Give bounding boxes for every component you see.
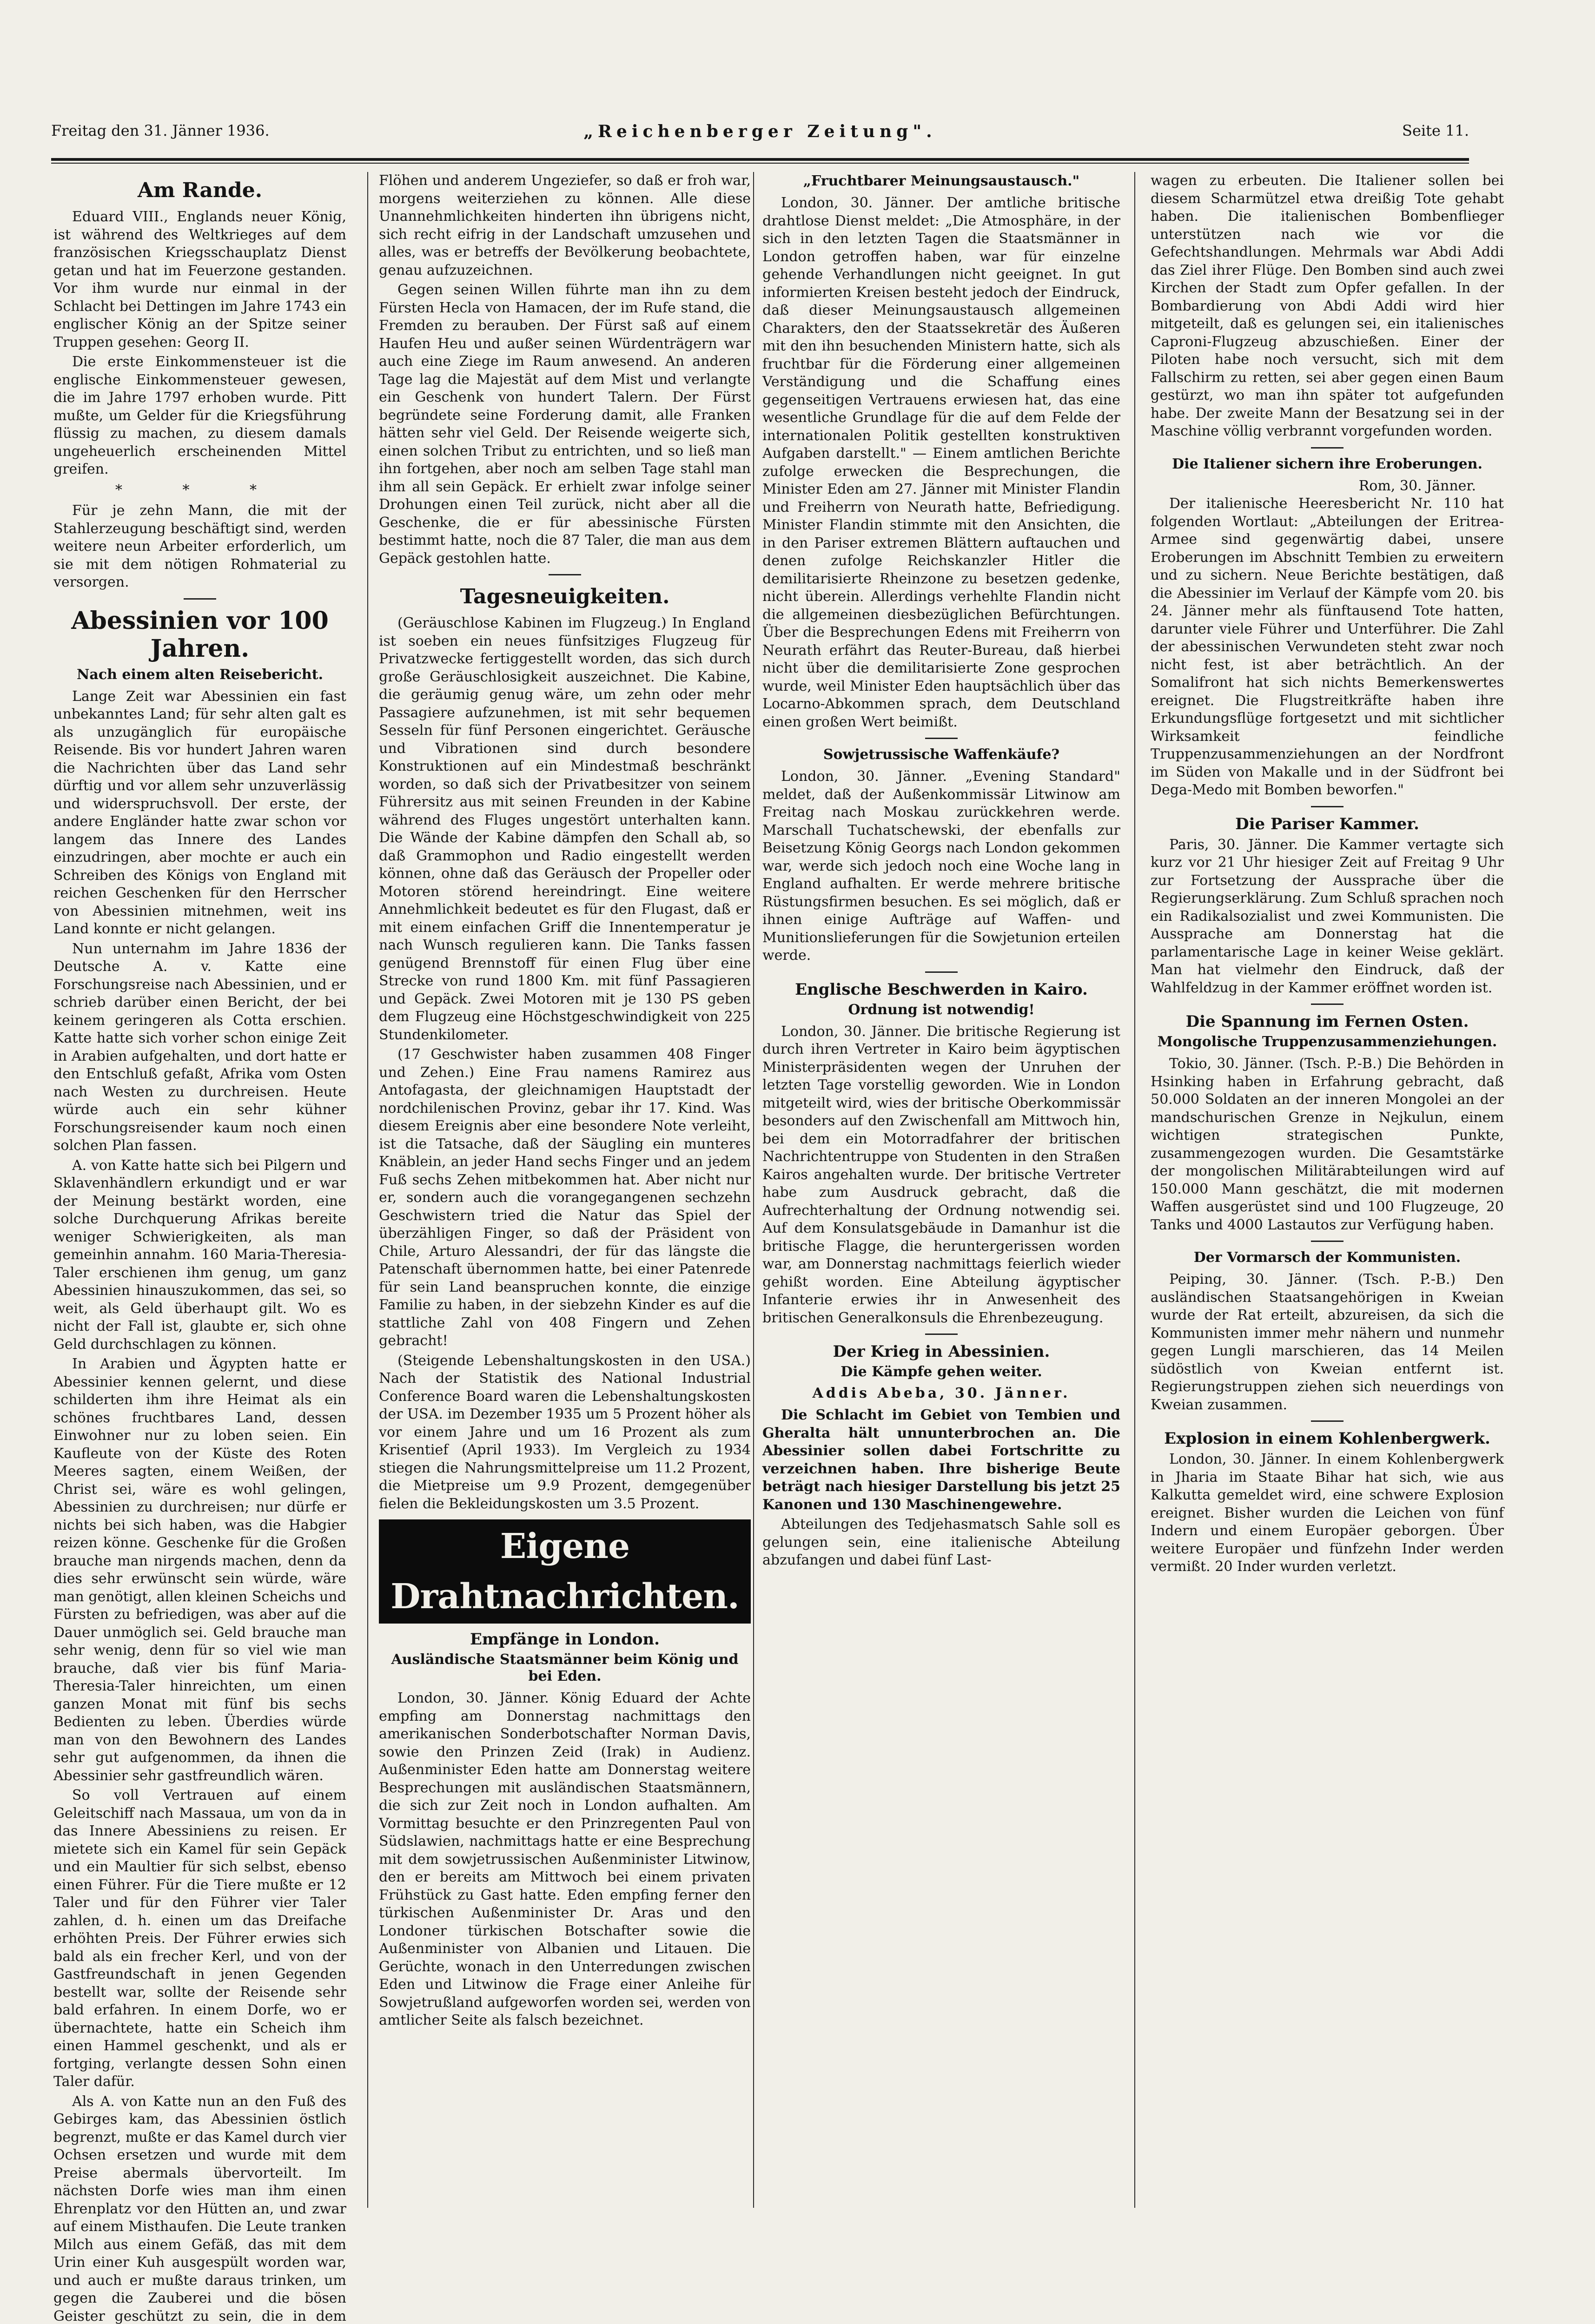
- header-rule: [51, 158, 1469, 161]
- paragraph: A. von Katte hatte sich bei Pilgern und Sklavenhändlern erkundigt und er war der Meinung bestärkt worden, eine solche Durchquerung Afrikas bereite weniger Schwierigkeiten, als man gemeinhin annahm. 160 Maria-Theresia-Taler erschienen ihm genug, um ganz Abessinien hinauszukommen, das sei, so weit, als Geld überhaupt gilt. Wo es nicht der Fall ist, glaubte er, sich ohne Geld durchschlagen zu können.: [53, 1157, 346, 1354]
- article-title: Die Spannung im Fernen Osten.: [1151, 1012, 1504, 1031]
- paragraph: Als A. von Katte nun an den Fuß des Gebirges kam, das Abessinien östlich begrenzt, mußte er das Kamel durch vier Ochsen ersetzen und wurde mit dem Preise abermals übervorteilt. Im nächsten Dorfe wies man ihm einen Ehrenplatz vor den Hütten an, und zwar auf einem Misthaufen. Die Leute tranken Milch aus einem Gefäß, das mit dem Urin einer Kuh ausgespült worden war, und auch er mußte daraus trinken, um gegen die Zauberei und die bösen Geister geschützt zu sein, die in dem: [53, 2093, 346, 2324]
- paragraph: Für je zehn Mann, die mit der Stahlerzeugung beschäftigt sind, werden weitere neun Arbeiter erforderlich, um sie mit dem nötigen Rohmaterial zu versorgen.: [53, 502, 346, 592]
- section-title-tagesneuigkeiten: Tagesneuigkeiten.: [379, 583, 751, 611]
- article-subtitle: Ordnung ist notwendig!: [762, 1002, 1120, 1018]
- paragraph: Eduard VIII., Englands neuer König, ist während des Weltkrieges auf dem französischen Kriegsschauplatz Dienst getan und hat im Feuerzone gestanden. Vor ihm wurde nur einmal in der Schlacht bei Dettingen im Jahre 1743 ein englischer König an der Spitze seiner Truppen gesehen: Georg II.: [53, 208, 346, 351]
- news-item: (Geräuschlose Kabinen im Flugzeug.) In England ist soeben ein neues fünfsitziges Flugzeug für Privatzwecke fertiggestellt worden, das sich durch große Geräuschlosigkeit auszeichnet. Die Kabine, die geräumig genug wäre, um zehn oder mehr Passagiere aufzunehmen, ist mit sehr bequemen Sesseln für fünf Personen eingerichtet. Geräusche und Vibrationen sind durch besondere Konstruktionen auf ein Mindestmaß beschränkt worden, so daß sich der Privatbesitzer von seinem Führersitz aus mit seinen Freunden in der Kabine während des Fluges ungestört unterhalten kann. Die Wände der Kabine dämpfen den Schall ab, so daß Grammophon und Radio eingestellt werden können, ohne daß das Geräusch der Propeller oder Motoren störend hereindringt. Eine weitere Annehmlichkeit bedeutet es für den Flugast, daß er mit einem einfachen Griff die Innentemperatur je nach Wunsch regulieren kann. Die Tanks fassen genügend Brennstoff für einen Flug über eine Strecke von rund 1800 Km. mit fünf Passagieren und Gepäck. Zwei Motoren mit je 130 PS geben dem Flugzeug eine Höchstgeschwindigkeit von 225 Stundenkilometer.: [379, 614, 751, 1044]
- column-divider: [367, 172, 368, 2208]
- masthead: [51, 122, 1469, 150]
- article-title: „Fruchtbarer Meinungsaustausch.": [762, 173, 1120, 190]
- separator-rule: [925, 1334, 958, 1335]
- separator-rule: [184, 598, 216, 600]
- column-4: [1151, 172, 1504, 1578]
- separator-rule: [925, 738, 958, 739]
- article-title: Englische Beschwerden in Kairo.: [762, 980, 1120, 999]
- article-title: Empfänge in London.: [379, 1630, 751, 1649]
- paragraph: wagen zu erbeuten. Die Italiener sollen bei diesem Scharmützel etwa dreißig Tote gehabt haben. Die italienischen Bombenflieger unterstützen nach wie vor die Gefechtshandlungen. Mehrmals war Abdi Addi das Ziel ihrer Flüge. Den Bomben sind auch zwei Kirchen der Stadt zum Opfer gefallen. In der Bombardierung von Abdi Addi wird hier mitgeteilt, daß es gelungen sei, ein italienisches Caproni-Flugzeug abzuschießen. Einer der Piloten habe noch versucht, sich mit dem Fallschirm zu retten, sei aber gegen einen Baum gestürzt, wo man ihn später tot aufgefunden habe. Der zweite Mann der Besatzung sei in der Maschine völlig verbrannt vorgefunden worden.: [1151, 172, 1504, 441]
- paragraph: London, 30. Jänner. „Evening Standard" meldet, daß der Außenkommissär Litwinow am Freitag nach Moskau zurückkehren werde. Marschall Tuchatschewski, der ebenfalls zur Beisetzung König Georgs nach London gekommen war, werde sich jedoch noch eine Woche lang in England aufhalten. Er werde mehrere britische Rüstungsfirmen besuchen. Es sei möglich, daß er ihnen einige Aufträge auf Waffen- und Munitionslieferungen für die Sowjetunion erteilen werde.: [762, 768, 1120, 965]
- paragraph: Tokio, 30. Jänner. (Tsch. P.-B.) Die Behörden in Hsinking haben in Erfahrung gebracht, daß 50.000 Soldaten an der inneren Mongolei an der mandschurischen Grenze in Nejkulun, einem wichtigen strategischen Punkte, zusammengezogen wurden. Die Gesamtstärke der mongolischen Militärabteilungen wird auf 150.000 Mann geschätzt, die mit modernen Waffen ausgerüstet sind und 100 Flugzeuge, 20 Tanks und 4000 Lastautos zur Verfügung haben.: [1151, 1055, 1504, 1234]
- paragraph: Peiping, 30. Jänner. (Tsch. P.-B.) Den ausländischen Staatsangehörigen in Kweian wurde der Rat erteilt, abzureisen, da sich die Kommunisten immer mehr nähern und nunmehr gegen Lungli marschieren, das 14 Meilen südöstlich von Kweian entfernt ist. Regierungstruppen ziehen sich neuerdings von Kweian zusammen.: [1151, 1271, 1504, 1414]
- paragraph: So voll Vertrauen auf einem Geleitschiff nach Massaua, um von da in das Innere Abessiniens zu reisen. Er mietete sich ein Kamel für sein Gepäck und ein Maultier für sich selbst, ebenso einen Führer. Für die Tiere mußte er 12 Taler und für den Führer vier Taler zahlen, d. h. einen um das Dreifache erhöhten Preis. Der Führer erwies sich bald als ein frecher Kerl, und von der Gastfreundschaft in jenen Gegenden bestellt war, sollte der Reisende sehr bald erfahren. In einem Dorfe, wo er übernachtete, hatte ein Scheich ihm einen Hammel geschenkt, und als er fortging, verlangte dessen Sohn einen Taler dafür.: [53, 1787, 346, 2091]
- column-divider: [1134, 172, 1135, 2208]
- separator-rule: [1311, 806, 1344, 807]
- paragraph: Die erste Einkommensteuer ist die englische Einkommensteuer gewesen, die im Jahre 1797 erhoben wurde. Pitt mußte, um Gelder für die Kriegsführung flüssig zu machen, zu diesem damals ungeheuerlich erscheinenden Mittel greifen.: [53, 353, 346, 479]
- header-rule-thin: [51, 163, 1469, 164]
- article-dateline: Addis Abeba, 30. Jänner.: [762, 1385, 1120, 1402]
- article-subtitle: Ausländische Staatsmänner beim König und bei Eden.: [379, 1651, 751, 1685]
- article-dateline: Rom, 30. Jänner.: [1151, 477, 1504, 495]
- article-title: Die Pariser Kammer.: [1151, 815, 1504, 833]
- separator-rule: [1311, 1241, 1344, 1242]
- section-title-am-rande: Am Rande.: [53, 177, 346, 205]
- paragraph: London, 30. Jänner. In einem Kohlenbergwerk in Jharia im Staate Bihar hat sich, wie aus Kalkutta gemeldet wird, eine schwere Explosion ereignet. Bisher wurden die Leichen von fünf Indern und einem Europäer geborgen. Über weitere Europäer und fünfzehn Inder werden vermißt. 20 Inder wurden verletzt.: [1151, 1451, 1504, 1576]
- paragraph: Die Schlacht im Gebiet von Tembien und Gheralta hält unnunterbrochen an. Die Abessinier sollen dabei Fortschritte zu verzeichnen haben. Ihre bisherige Beute beträgt nach hiesiger Darstellung bis jetzt 25 Kanonen und 130 Maschinengewehre.: [762, 1406, 1120, 1514]
- article-title: Sowjetrussische Waffenkäufe?: [762, 746, 1120, 763]
- separator-rule: [925, 971, 958, 973]
- paragraph: London, 30. Jänner. Der amtliche britische drahtlose Dienst meldet: „Die Atmosphäre, in der sich in den letzten Tagen die Staatsmänner in London getroffen haben, war für einzelne gehende Verhandlungen nicht geeignet. In gut informierten Kreisen besteht jedoch der Eindruck, daß dieser Meinungsaustausch allgemeinen Charakters, den der Staatssekretär des Äußeren mit den ihn besuchenden Ministern hatte, sich als fruchtbar für die Förderung einer allgemeinen Verständigung und die Schaffung eines gegenseitigen Vertrauens erwiesen hat, das eine wesentliche Grundlage für die auf dem Felde der internationalen Politik gestellten konstruktiven Aufgaben darstellt." — Einem amtlichen Berichte zufolge erwecken die Besprechungen, die Minister Eden am 27. Jänner mit Minister Flandin und Freiherrn von Neurath hatte, Befriedigung. Minister Flandin stimmte mit den Ansichten, die in den Pariser extremen Blättern auftauchen und denen zufolge Reichskanzler Hitler die demilitarisierte Rheinzone zu besetzen gedenke, nicht überein. Allerdings verhehlte Flandin nicht die allgemeinen diesbezüglichen Befürchtungen. Über die Besprechungen Edens mit Freiherrn von Neurath erfährt das Reuter-Bureau, daß hierbei nicht über die demilitarisierte Zone gesprochen wurde, weil Minister Eden hauptsächlich über das Locarno-Abkommen sprach, dem Deutschland einen großen Wert beimißt.: [762, 194, 1120, 731]
- separator-rule: [1311, 447, 1344, 449]
- news-item: (Steigende Lebenshaltungskosten in den USA.) Nach der Statistik des National Industrial Conference Board waren die Lebenshaltungskosten der USA. im Dezember 1935 um 5 Prozent höher als vor einem Jahre und um 16 Prozent als zum Krisentief (April 1933). Im Vergleich zu 1934 stiegen die Nahrungsmittelpreise um 11.2 Prozent, die Mietpreise um 9.9 Prozent, demgegenüber fielen die Bekleidungskosten um 3.5 Prozent.: [379, 1352, 751, 1513]
- article-title: Der Krieg in Abessinien.: [762, 1342, 1120, 1361]
- news-item: (17 Geschwister haben zusammen 408 Finger und Zehen.) Eine Frau namens Ramirez aus Antofagasta, der gleichnamigen Hauptstadt der nordchilenischen Provinz, gebar ihr 17. Kind. Was diesem Ereignis aber eine besondere Note verleiht, ist die Tatsache, daß der Säugling ein munteres Knäblein, an jeder Hand sechs Finger und an jedem Fuß sechs Zehen mitbekommen hat. Aber nicht nur er, sondern auch die vorangegangenen sechzehn Geschwistern tried die Natur das Spiel der überzähligen Finger, so daß der Präsident von Chile, Arturo Alessandri, der für das längste die Patenschaft übernommen hatte, bei einer Patenrede für sein Land beanspruchen konnte, die einzige Familie zu haben, in der siebzehn Kinder es auf die stattliche Zahl von 408 Fingern und Zehen gebracht!: [379, 1046, 751, 1350]
- separator-rule: [1311, 1420, 1344, 1422]
- article-subtitle: Mongolische Truppenzusammenziehungen.: [1151, 1034, 1504, 1050]
- separator-stars: * * *: [53, 482, 346, 500]
- newspaper-title: „Reichenberger Zeitung".: [51, 122, 1469, 141]
- article-title: Die Italiener sichern ihre Eroberungen.: [1151, 456, 1504, 473]
- paragraph: Der italienische Heeresbericht Nr. 110 hat folgenden Wortlaut: „Abteilungen der Eritrea-Armee sind gegenwärtig dabei, unsere Eroberungen im Abschnitt Tembien zu erweitern und zu sichern. Neue Berichte bestätigen, daß die Abessinier im Verlauf der Kämpfe vom 20. bis 24. Jänner mehr als fünftausend Tote hatten, darunter viele Führer und Unterführer. Die Zahl der abessinischen Verwundeten steht zwar noch nicht fest, ist aber beträchtlich. An der Somalifront hat sich nichts Bemerkenswertes ereignet. Die Flugstreitkräfte haben ihre Erkundungsflüge fortgesetzt und mit sichtlicher Wirksamkeit feindliche Truppenzusammenziehungen an der Nordfront im Süden von Makalle und in der Südfront bei Dega-Medo mit Bomben beworfen.": [1151, 495, 1504, 799]
- column-2: [379, 172, 751, 2032]
- article-title: Abessinien vor 100 Jahren.: [53, 607, 346, 663]
- article-title: Der Vormarsch der Kommunisten.: [1151, 1249, 1504, 1266]
- paragraph: In Arabien und Ägypten hatte er Abessinier kennen gelernt, und diese schilderten ihm ihre Heimat als ein schönes fruchtbares Land, dessen Einwohner nur zu loben seien. Ein Kaufleute von der Küste des Roten Meeres sagten, einem Weißen, der Christ sei, wäre es wohl gelingen, Abessinien zu durchreisen; nur dürfe er nichts bei sich haben, was die Habgier reizen könne. Geschenke für die Großen brauche man nirgends machen, denn da dies sehr erwünscht sein würde, wäre man genötigt, allen kleinen Scheichs und Fürsten zu befriedigen, was aber auf die Dauer unmöglich sei. Geld brauche man sehr wenig, denn für so viel wie man brauche, daß vier bis fünf Maria-Theresia-Taler hinreichten, um einen ganzen Monat mit fünf bis sechs Bedienten zu leben. Überdies würde man von den Bewohnern des Landes sehr gut aufgenommen, da ihnen die Abessinier sehr gastfreundlich wären.: [53, 1355, 346, 1785]
- column-1: [53, 172, 346, 2324]
- article-subtitle: Die Kämpfe gehen weiter.: [762, 1364, 1120, 1380]
- banner-eigene-drahtnachrichten: Eigene Drahtnachrichten.: [379, 1519, 751, 1624]
- paragraph: London, 30. Jänner. König Eduard der Achte empfing am Donnerstag nachmittags den amerikanischen Sonderbotschafter Norman Davis, sowie den Prinzen Zeid (Irak) in Audienz. Außenminister Eden hatte am Donnerstag weitere Besprechungen mit ausländischen Staatsmännern, die sich zur Zeit noch in London aufhalten. Am Vormittag besuchte er den Prinzregenten Paul von Südslawien, nachmittags hatte er eine Besprechung mit dem sowjetrussischen Außenminister Litwinow, den er bereits am Mittwoch bei einem privaten Frühstück zu Gast hatte. Eden empfing ferner den türkischen Außenminister Dr. Aras und den Londoner türkischen Botschafter sowie die Außenminister von Albanien und Litauen. Die Gerüchte, wonach in den Unterredungen zwischen Eden und Litwinow die Frage einer Anleihe für Sowjetrußland aufgeworfen worden sei, werden von amtlicher Seite als falsch bezeichnet.: [379, 1690, 751, 2030]
- paragraph: Nun unternahm im Jahre 1836 der Deutsche A. v. Katte eine Forschungsreise nach Abessinien, und er schrieb darüber einen Bericht, der bei keinem geringeren als Cotta erschien. Katte hatte sich vorher schon einige Zeit in Arabien aufgehalten, und dort hatte er den Entschluß gefaßt, Afrika vom Osten nach Westen zu durchreisen. Heute würde auch ein sehr kühner Forschungsreisender kaum noch einen solchen Plan fassen.: [53, 940, 346, 1155]
- column-divider: [753, 172, 754, 2208]
- article-subtitle: Nach einem alten Reisebericht.: [53, 667, 346, 683]
- paragraph: Gegen seinen Willen führte man ihn zu dem Fürsten Hecla von Hamacen, der im Rufe stand, die Fremden zu berauben. Der Fürst saß auf einem Haufen Heu und außer seinen Würdenträgern war auch eine Ziege im Raum anwesend. An anderen Tage lag die Majestät auf dem Mist und verlangte ein Geschenk von hundert Talern. Der Fürst begründete seine Forderung damit, alle Franken hätten sehr viel Geld. Der Reisende weigerte sich, einen solchen Tribut zu entrichten, und so ließ man ihn fortgehen, aber noch am selben Tage stahl man ihm all sein Gepäck. Er erhielt zwar infolge seiner Drohungen einen Teil zurück, nicht aber all die Geschenke, die er für abessinische Fürsten bestimmt hatte, noch die 87 Taler, die man aus dem Gepäck gestohlen hatte.: [379, 281, 751, 568]
- paragraph: Lange Zeit war Abessinien ein fast unbekanntes Land; für sehr alten galt es als unzugänglich für europäische Reisende. Bis vor hundert Jahren waren die Nachrichten über das Land sehr dürftig und vor allem sehr unzuverlässig und widerspruchsvoll. Der erste, der andere Engländer hatte zwar schon vor langem das Innere des Landes einzudringen, aber mochte er auch ein Schreiben des Königs von England mit reichen Geschenken für den Herrscher von Abessinien mitnehmen, weit ins Land konnte er nicht gelangen.: [53, 688, 346, 938]
- issue-date: Freitag den 31. Jänner 1936.: [51, 122, 270, 139]
- paragraph: Abteilungen des Tedjehasmatsch Sahle soll es gelungen sein, eine italienische Abteilung abzufangen und dabei fünf Last-: [762, 1516, 1120, 1570]
- page-number: Seite 11.: [1402, 122, 1469, 139]
- separator-rule: [1311, 1004, 1344, 1005]
- paragraph: Paris, 30. Jänner. Die Kammer vertagte sich kurz vor 21 Uhr hiesiger Zeit auf Freitag 9 Uhr zur Fortsetzung der Aussprache über die Regierungserklärung. Zum Schluß sprachen noch ein Radikalsozialist und zwei Kommunisten. Die Aussprache am Donnerstag hat die parlamentarische Lage in keiner Weise geklärt. Man hat vielmehr den Eindruck, daß der Wahlfeldzug in der Kammer eröffnet worden ist.: [1151, 836, 1504, 997]
- paragraph: Flöhen und anderem Ungeziefer, so daß er froh war, morgens weiterziehen zu können. Alle diese Unannehmlichkeiten hinderten ihn übrigens nicht, sich recht eifrig in der Landschaft umzusehen und alles, was er betreffs der Bevölkerung beobachtete, genau aufzuzeichnen.: [379, 172, 751, 279]
- separator-rule: [549, 574, 581, 575]
- article-title: Explosion in einem Kohlenbergwerk.: [1151, 1429, 1504, 1448]
- column-3: [762, 172, 1120, 1571]
- paragraph: London, 30. Jänner. Die britische Regierung ist durch ihren Vertreter in Kairo beim ägyptischen Ministerpräsidenten wegen der Unruhen der letzten Tage vorstellig geworden. Wie in London mitgeteilt wird, wies der britische Oberkommissär besonders auf den Zwischenfall am Mittwoch hin, bei dem ein Motorradfahrer der britischen Nachrichtentruppe von Studenten in den Straßen Kairos angehalten wurde. Der britische Vertreter habe zum Ausdruck gebracht, daß die Aufrechterhaltung der Ordnung notwendig sei. Auf dem Konsulatsgebäude in Damanhur ist die britische Flagge, die heruntergerissen worden war, am Donnerstag nachmittags feierlich wieder gehißt worden. Eine Abteilung ägyptischer Infanterie erwies ihr in Anwesenheit des britischen Generalkonsuls die Ehrenbezeugung.: [762, 1023, 1120, 1327]
